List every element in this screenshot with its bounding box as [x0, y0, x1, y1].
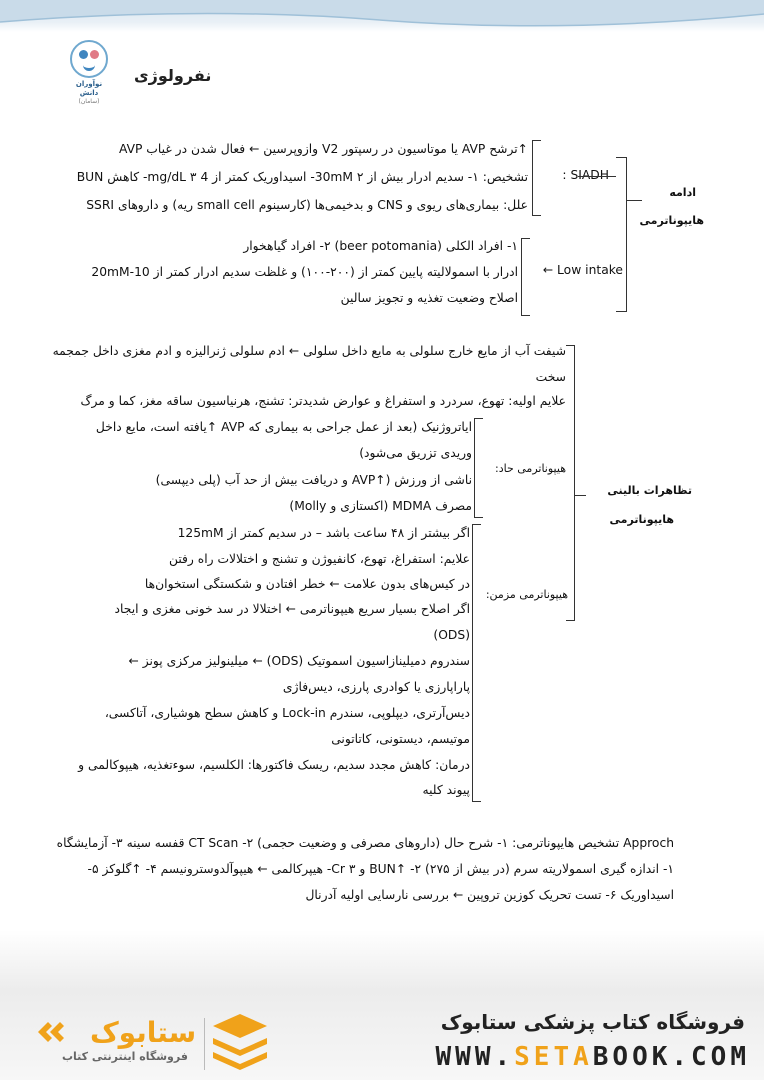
acute-label: هیپوناترمی حاد:: [495, 462, 566, 475]
approach-line-1: Approch تشخیص هایپوناترمی: ۱- شرح حال (داروهای مصرفی و وضعیت حجمی) ۲- CT Scan قفسه سینه ۳- آزمایشگاه: [56, 836, 674, 850]
chronic-line-8: دیس‌آرتری، دیپلوپی، سندرم Lock-in و کاهش سطح هوشیاری، آتاکسی،: [104, 706, 470, 720]
siadh-connector: [578, 176, 616, 177]
low-intake-label: Low intake ←: [542, 263, 623, 277]
block2-brace: [566, 345, 575, 621]
clinical-intro-line-1: شیفت آب از مایع خارج سلولی به مایع داخل سلولی ← ادم سلولی ژنرالیزه و ادم مغزی داخل جمجمه: [52, 344, 566, 358]
chronic-line-1: اگر بیشتر از ۴۸ ساعت باشد – در سدیم کمتر از 125mM: [177, 526, 470, 540]
chapter-title: نفرولوژی: [134, 66, 212, 85]
footer-brand-name: ستابوک: [90, 1016, 197, 1049]
block1-brace: [616, 157, 627, 312]
low-intake-brace: [521, 238, 530, 316]
footer-divider: [204, 1018, 205, 1070]
footer-url[interactable]: [395, 1042, 750, 1072]
block2-brace-tick: [574, 495, 586, 496]
chronic-line-5: (ODS): [433, 628, 470, 642]
chronic-line-7: پاراپارزی یا کوادری پارزی، دیس‌فاژی: [282, 680, 470, 694]
low-intake-line-2: ادرار با اسمولالیته پایین کمتر از (۲۰۰-۱۰۰) و غلظت سدیم ادرار کمتر از 10-20mM: [91, 265, 518, 279]
logo-emblem-icon: [70, 40, 108, 78]
siadh-line-1: ↑ترشح AVP یا موتاسیون در رسپتور V2 وازوپرسین ← فعال شدن در غیاب AVP: [118, 142, 528, 156]
low-intake-line-1: ۱- افراد الکلی (beer potomania) ۲- افراد گیاهخوار: [243, 239, 518, 253]
chronic-line-9: موتیسم، دیستونی، کاتاتونی: [331, 732, 470, 746]
chronic-line-11: پیوند کلیه: [422, 783, 470, 797]
logo-name: نوآوران دانش: [75, 80, 103, 97]
chronic-line-2: علایم: استفراغ، تهوع، کانفیوژن و تشنج و اختلالات راه رفتن: [168, 552, 470, 566]
footer-url-prefix: WWW.: [435, 1042, 515, 1072]
footer-shop-name: فروشگاه کتاب پزشکی ستابوک: [440, 1010, 745, 1034]
logo-subtitle: (سامان): [78, 98, 100, 105]
chronic-line-6: سندروم دمیلینازاسیون اسموتیک (ODS) ← میلینولیز مرکزی پونز ←: [128, 654, 470, 668]
chronic-line-10: درمان: کاهش مجدد سدیم، ریسک فاکتورها: الکلسیم، سوءتغذیه، هیپوکالمی و: [78, 758, 470, 772]
clinical-intro-line-3: علایم اولیه: تهوع، سردرد و استفراغ و عوارض شدیدتر: تشنج، هرنیاسیون ساقه مغز، کما و مرگ: [80, 394, 566, 408]
clinical-intro-line-2: سخت: [535, 370, 566, 384]
low-intake-line-3: اصلاح وضعیت تغذیه و تجویز سالین: [340, 291, 518, 305]
header-band: [0, 0, 764, 32]
chronic-line-3: در کیس‌های بدون علامت ← خطر افتادن و شکستگی استخوان‌ها: [144, 577, 470, 591]
siadh-label: SIADH :: [562, 168, 609, 182]
book-stack-icon: [205, 1012, 275, 1076]
setabook-logo-mark-icon: [34, 1014, 94, 1050]
acute-line-2: وریدی تزریق می‌شود): [359, 446, 472, 460]
footer-brand-subtitle: فروشگاه اینترنتی کتاب: [62, 1050, 188, 1063]
acute-brace: [474, 418, 483, 518]
publisher-logo: [66, 40, 112, 105]
footer-url-suffix: BOOK.COM: [592, 1042, 750, 1072]
block1-brace-tick: [626, 200, 642, 201]
block2-label-line1: تظاهرات بالینی: [607, 484, 692, 497]
acute-line-4: مصرف MDMA (اکستازی و Molly): [289, 499, 472, 513]
siadh-line-3: علل: بیماری‌های ریوی و CNS و بدخیمی‌ها (کارسینوم small cell ریه) و داروهای SSRI: [86, 198, 528, 212]
footer-fade: [0, 930, 764, 990]
acute-line-1: ایاتروژنیک (بعد از عمل جراحی به بیماری که AVP ↑یافته است، مایع داخل: [95, 420, 472, 434]
footer-url-highlight: SETA: [514, 1042, 593, 1072]
block2-label-line2: هایپوناترمی: [609, 513, 674, 526]
siadh-brace: [532, 140, 541, 216]
acute-line-3: ناشی از ورزش (↑AVP و دریافت بیش از حد آب (پلی دیپسی): [155, 473, 472, 487]
block1-label-line2: هایپوناترمی: [639, 214, 704, 227]
header-wave: [0, 0, 764, 32]
approach-line-3: اسیداوریک ۶- تست تحریک کوزین تروپین ← بررسی نارسایی اولیه آدرنال: [305, 888, 674, 902]
block1-label-line1: ادامه: [669, 186, 696, 199]
chronic-label: هیپوناترمی مزمن:: [485, 588, 568, 601]
chronic-brace: [472, 524, 481, 802]
approach-line-2: ۱- اندازه گیری اسمولاریته سرم (در بیش از ۲۷۵) ۲- ↑BUN و Cr ۳- هیپرکالمی ← هیپوآلدوسترونیسم ۴- ↑گلوکز ۵-: [87, 862, 674, 876]
chronic-line-4: اگر اصلاح بسیار سریع هیپوناترمی ← اختلالا در سد خونی مغزی و ایجاد: [114, 602, 470, 616]
siadh-line-2: تشخیص: ۱- سدیم ادرار بیش از 30mM ۲- اسیداوریک کمتر از 4 mg/dL ۳- کاهش BUN: [76, 170, 528, 184]
